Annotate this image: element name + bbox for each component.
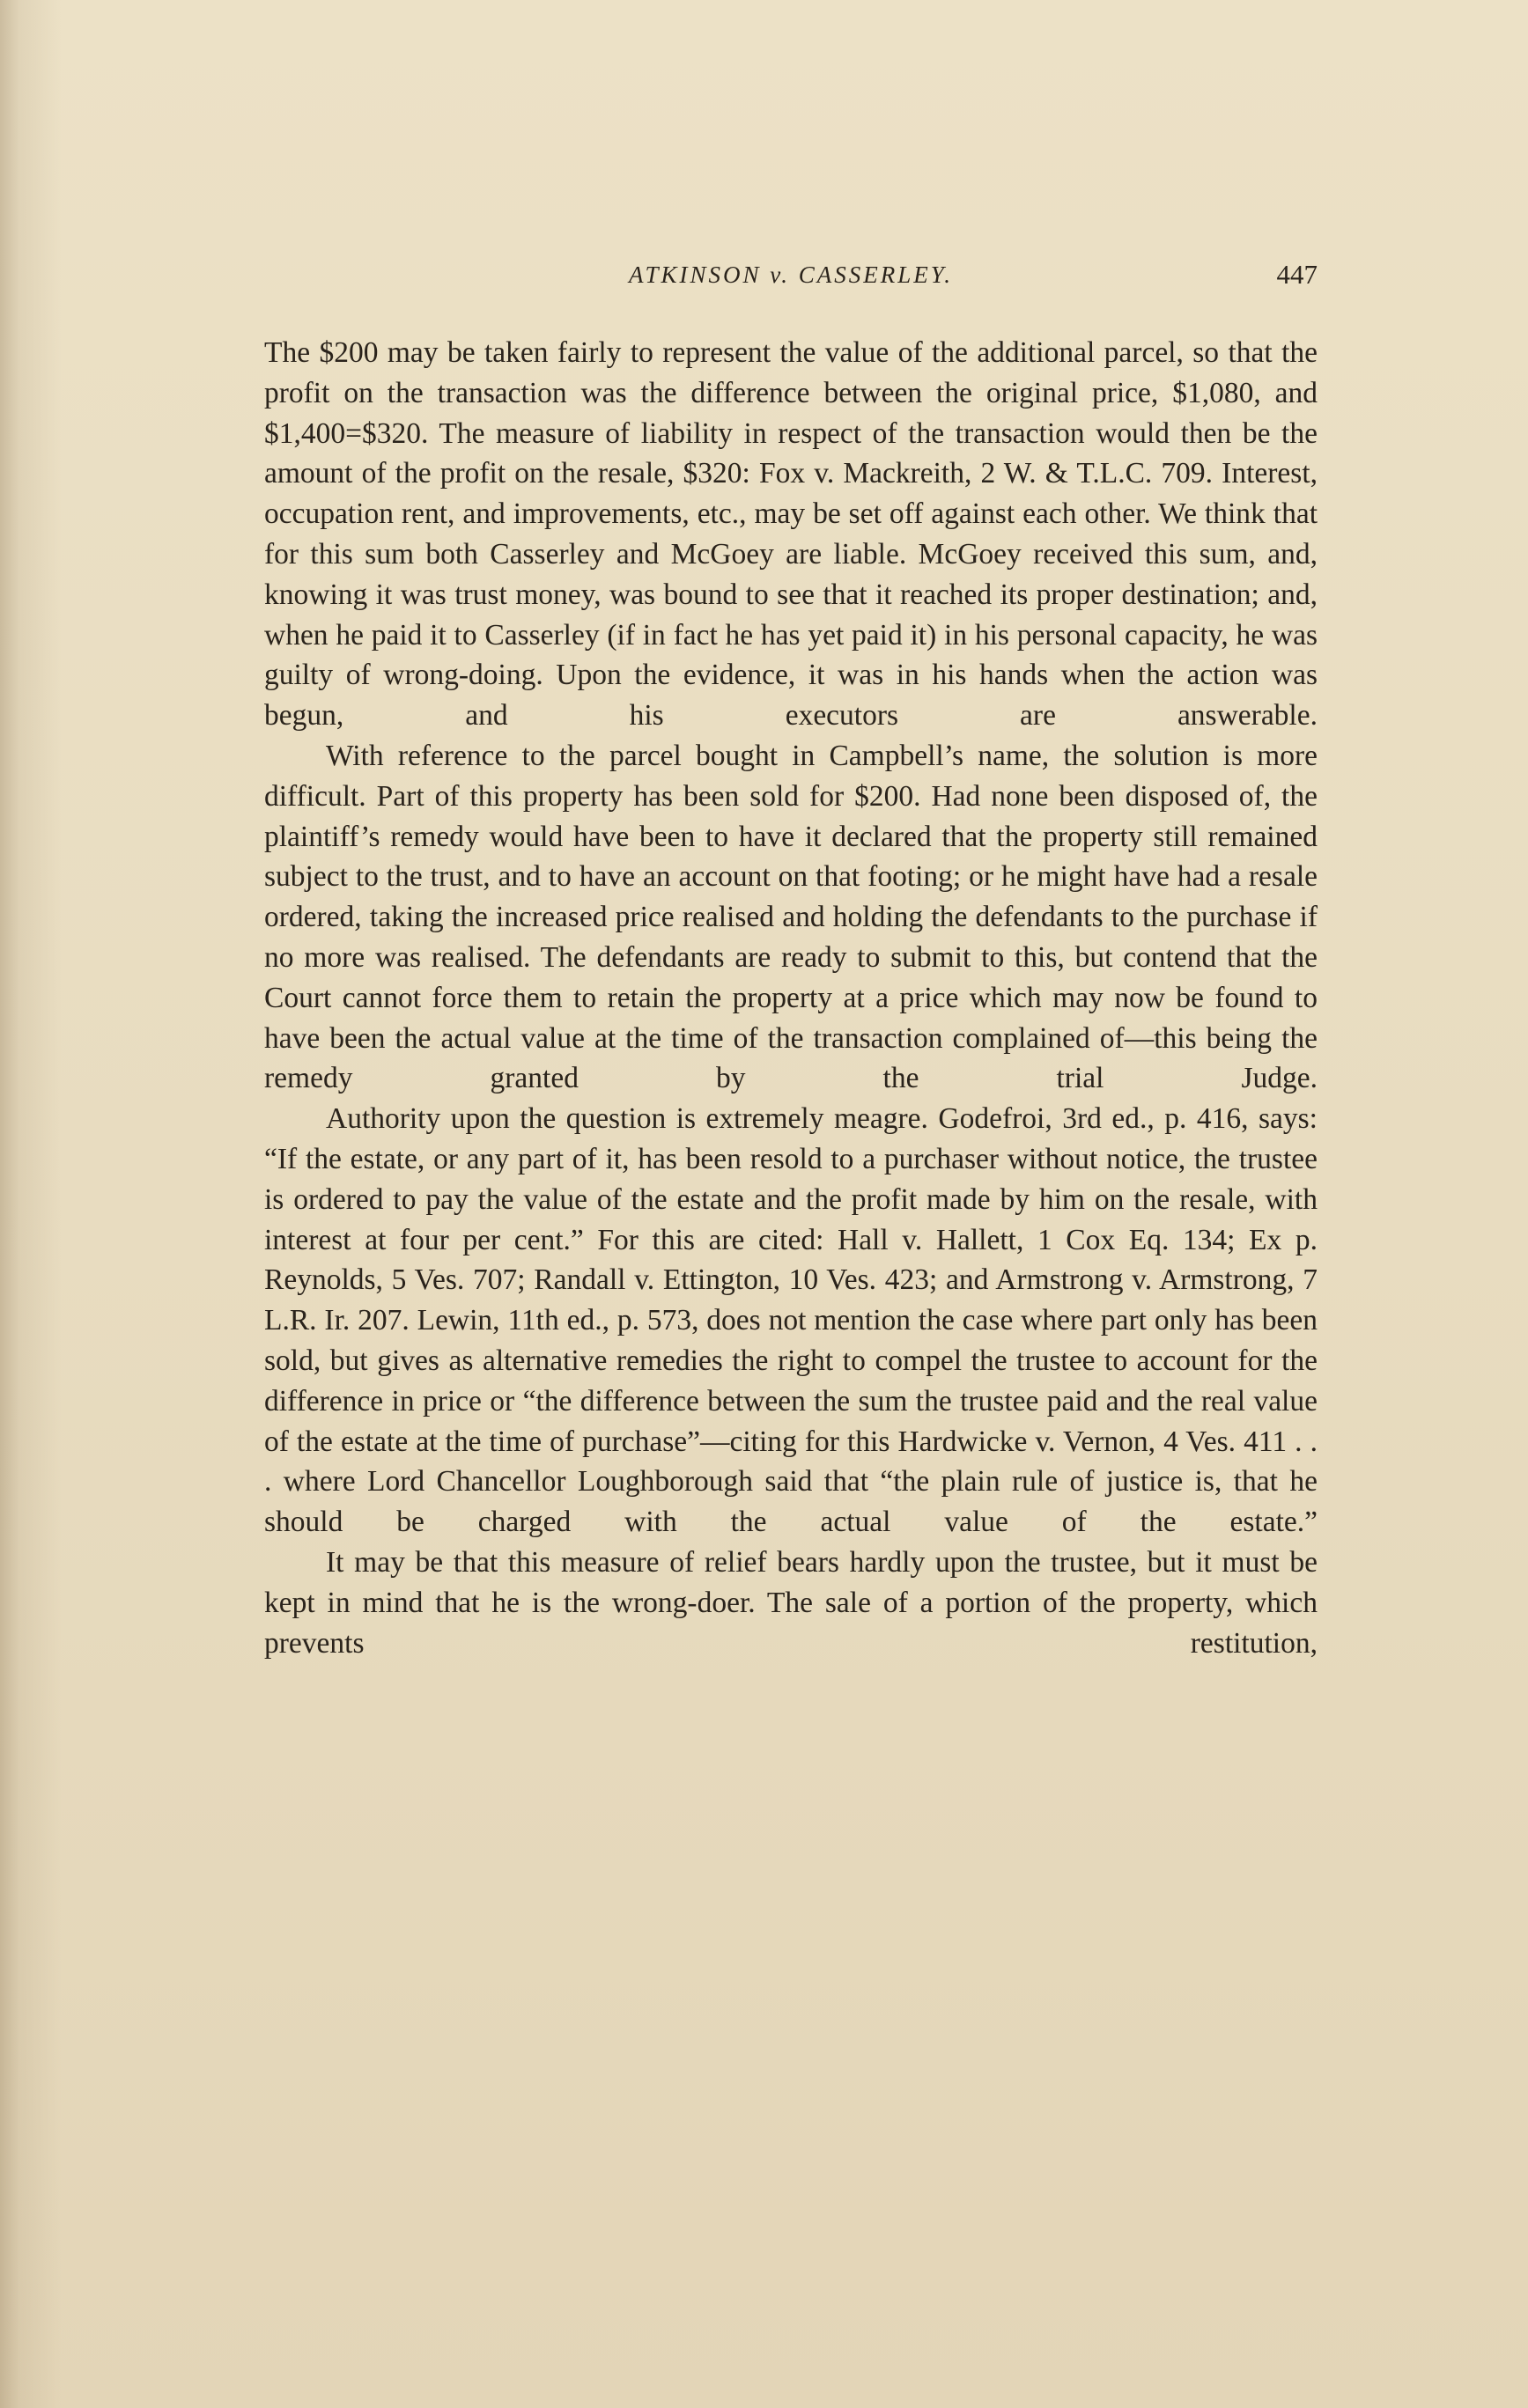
page-header (264, 257, 1318, 292)
body-text (264, 333, 1318, 1663)
paragraph-2: With reference to the parcel bought in Campbell’s name, the solution is more difficult. Part of this property has been sold for $200. Had none been disposed of, the plaintiff’s remedy would have been to have it declared that the property still remained subject to the trust, and to have an account on that footing; or he might have had a resale ordered, taking the increased price realised and holding the defendants to the purchase if no more was realised. The defendants are ready to submit to this, but contend that the Court cannot force them to retain the property at a price which may now be found to have been the actual value at the time of the transaction complained of—this being the remedy granted by the trial Judge. (264, 739, 1318, 1095)
paragraph-4: It may be that this measure of relief bears hardly upon the trustee, but it must be kept in mind that he is the wrong-doer. The sale of a portion of the property, which prevents restitution, (264, 1545, 1318, 1660)
page-number: 447 (1276, 259, 1318, 290)
paragraph-3: Authority upon the question is extremely meagre. Godefroi, 3rd ed., p. 416, says: “If the estate, or any part of it, has been resold to a purchaser without notice, the trustee is ordered to pay the value of the estate and the profit made by him on the resale, with interest at four per cent.” For this are cited: Hall v. Hallett, 1 Cox Eq. 134; Ex p. Reynolds, 5 Ves. 707; Randall v. Ettington, 10 Ves. 423; and Armstrong v. Armstrong, 7 L.R. Ir. 207. Lewin, 11th ed., p. 573, does not mention the case where part only has been sold, but gives as alternative remedies the right to compel the trustee to account for the difference in price or “the difference between the sum the trustee paid and the real value of the estate at the time of purchase”—citing for this Hardwicke v. Vernon, 4 Ves. 411 . . . where Lord Chancellor Loughborough said that “the plain rule of justice is, that he should be charged with the actual value of the estate.” (264, 1102, 1318, 1539)
paragraph-1: The $200 may be taken fairly to represent the value of the additional parcel, so that the profit on the transaction was the difference between the original price, $1,080, and $1,400=$320. The measure of liability in respect of the transaction would then be the amount of the profit on the resale, $320: Fox v. Mackreith, 2 W. & T.L.C. 709. Interest, occupation rent, and improvements, etc., may be set off against each other. We think that for this sum both Casserley and McGoey are liable. McGoey received this sum, and, knowing it was trust money, was bound to see that it reached its proper destination; and, when he paid it to Casserley (if in fact he has yet paid it) in his personal capacity, he was guilty of wrong-doing. Upon the evidence, it was in his hands when the action was begun, and his executors are answerable. (264, 336, 1318, 733)
running-head: ATKINSON v. CASSERLEY. (628, 261, 954, 288)
